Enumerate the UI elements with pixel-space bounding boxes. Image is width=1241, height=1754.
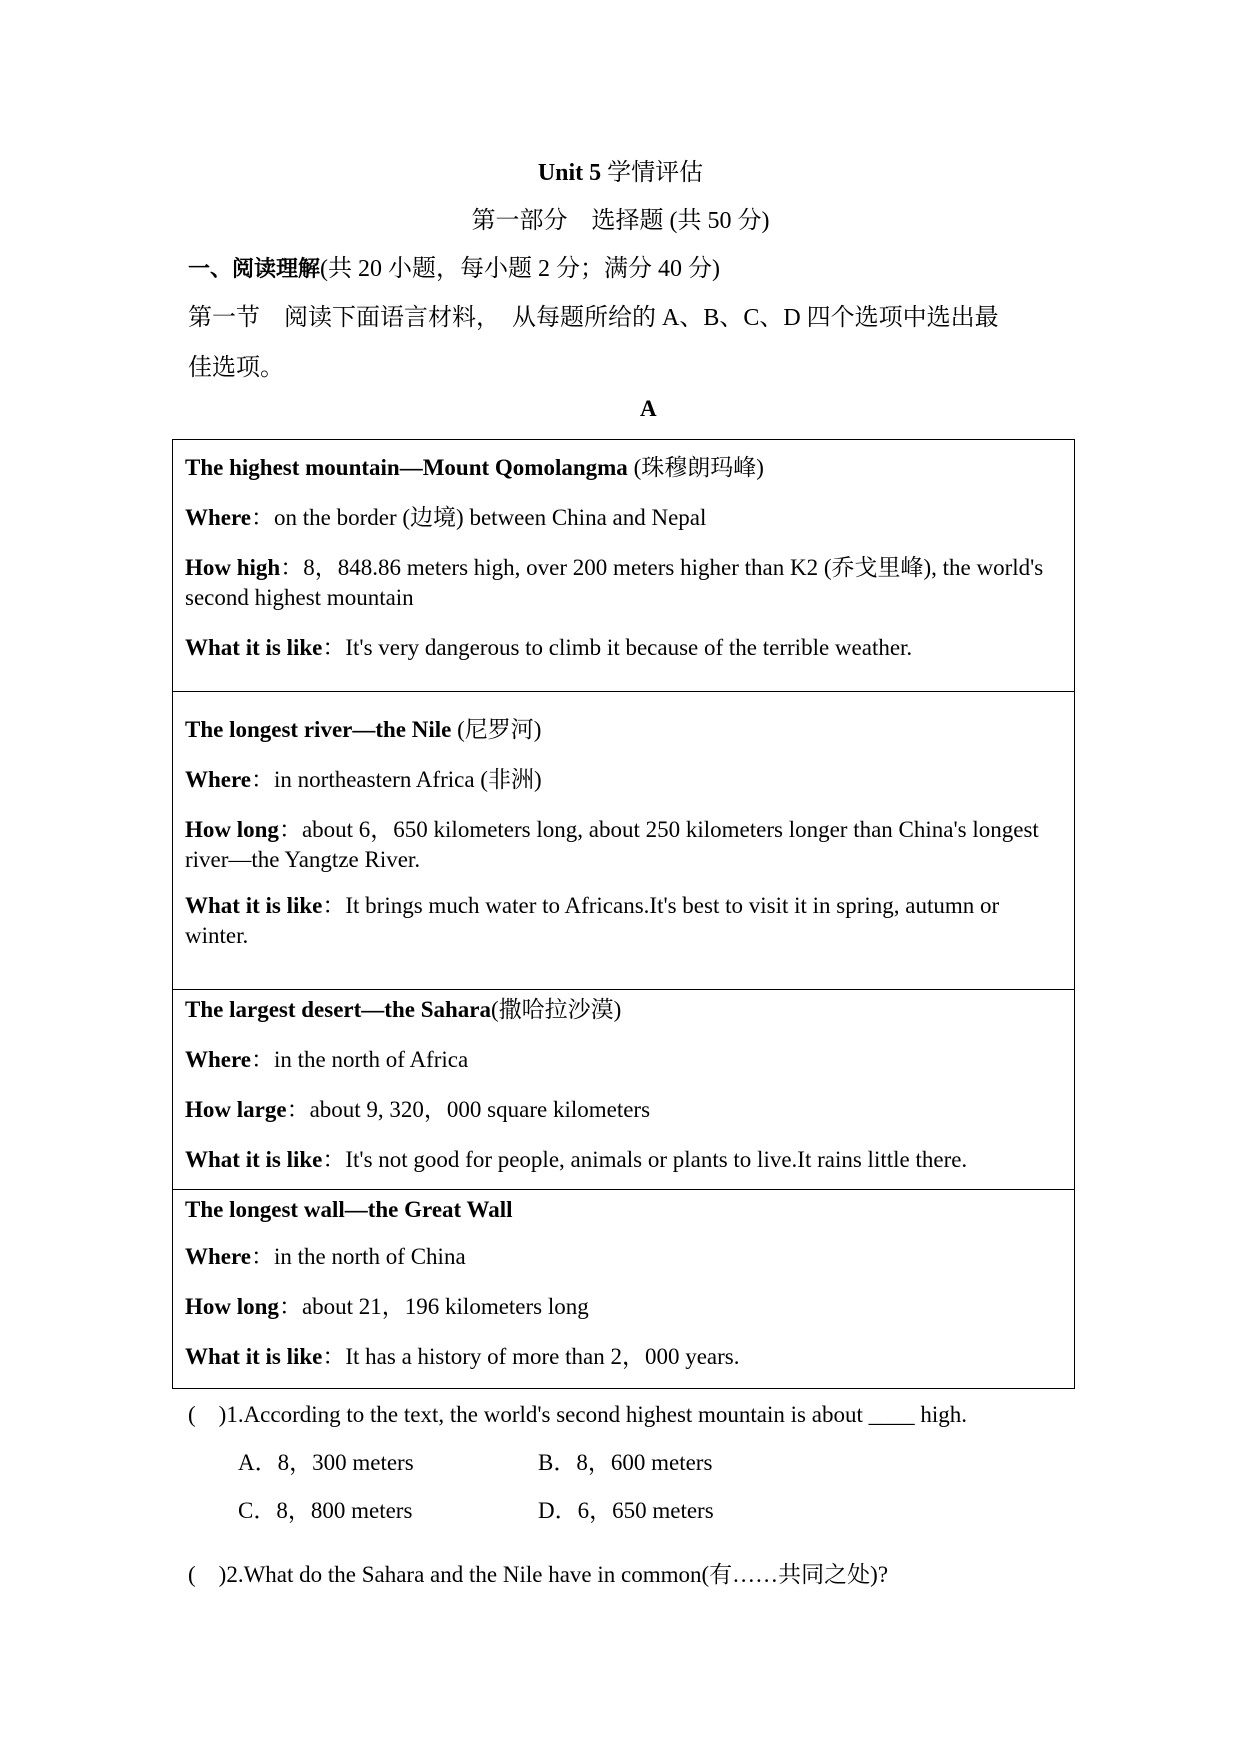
question-1-option-d[interactable]: D．6，650 meters	[538, 1498, 714, 1523]
question-1-option-a[interactable]: A．8，300 meters	[238, 1450, 414, 1475]
cell-title-cn: (尼罗河)	[451, 717, 542, 742]
cell-title	[185, 453, 1065, 483]
page-title	[0, 152, 1241, 187]
row-text: ：It brings much water to Africans.It's best to visit it in spring, autumn or winter.	[185, 893, 1000, 948]
cell-row	[185, 1292, 1065, 1322]
cell-row	[185, 1145, 1065, 1175]
row-text: ：about 21，196 kilometers long	[278, 1294, 589, 1319]
info-table	[172, 439, 1075, 1389]
table-cell-river	[173, 692, 1074, 990]
question-1-stem: ( )1.According to the text, the world's second highest mountain is about ____ high.	[188, 1402, 967, 1427]
row-label: Where	[185, 1047, 252, 1072]
question-1-option-b[interactable]: B．8，600 meters	[538, 1450, 713, 1475]
row-text: ：It's not good for people, animals or plants to live.It rains little there.	[322, 1147, 968, 1172]
title-suffix: 学情评估	[601, 160, 704, 186]
cell-row	[185, 1045, 1065, 1075]
row-label: How high	[185, 555, 281, 580]
instruction-line-1: 第一节 阅读下面语言材料， 从每题所给的 A、B、C、D 四个选项中选出最	[188, 305, 999, 331]
cell-title-bold: The longest river—the Nile	[185, 717, 452, 742]
cell-row	[185, 553, 1065, 613]
cell-title-cn: (撒哈拉沙漠)	[491, 997, 622, 1022]
cell-row	[185, 765, 1065, 795]
row-text: ：about 9, 320，000 square kilometers	[286, 1097, 651, 1122]
question-2-stem: ( )2.What do the Sahara and the Nile have in common(有……共同之处)?	[188, 1562, 889, 1587]
table-cell-desert	[173, 990, 1074, 1190]
row-label: What it is like	[185, 1147, 323, 1172]
cell-title	[185, 995, 1065, 1025]
instruction-line-2: 佳选项。	[188, 355, 284, 381]
table-cell-wall	[173, 1190, 1074, 1390]
row-label: What it is like	[185, 1344, 323, 1369]
section-heading	[188, 248, 720, 283]
cell-row	[185, 633, 1065, 663]
row-text: ：It's very dangerous to climb it because of the terrible weather.	[322, 635, 913, 660]
cell-row	[185, 815, 1065, 875]
row-label: Where	[185, 505, 252, 530]
row-label: Where	[185, 1244, 252, 1269]
cell-title-bold: The longest wall—the Great Wall	[185, 1197, 513, 1222]
row-label: How large	[185, 1097, 287, 1122]
table-cell-mountain	[173, 440, 1074, 692]
row-text: ：It has a history of more than 2，000 years.	[322, 1344, 740, 1369]
row-label: How long	[185, 817, 279, 842]
row-text: ：8，848.86 meters high, over 200 meters higher than K2 (乔戈里峰), the world's second highest mountain	[185, 555, 1044, 610]
cell-title-cn: (珠穆朗玛峰)	[627, 455, 764, 480]
cell-row	[185, 891, 1065, 951]
question-1-option-c[interactable]: C．8，800 meters	[238, 1498, 413, 1523]
row-text: ：on the border (边境) between China and Nepal	[251, 505, 707, 530]
cell-row	[185, 1342, 1065, 1372]
cell-title	[185, 1195, 1065, 1225]
passage-label: A	[640, 396, 657, 421]
row-label: Where	[185, 767, 252, 792]
cell-title-bold: The largest desert—the Sahara	[185, 997, 491, 1022]
section-heading-bold: 一、阅读理解	[188, 257, 321, 282]
row-label: What it is like	[185, 635, 323, 660]
title-unit: Unit 5	[537, 160, 602, 186]
row-label: How long	[185, 1294, 279, 1319]
section-heading-rest: (共 20 小题，每小题 2 分；满分 40 分)	[320, 256, 720, 282]
part-heading: 第一部分 选择题 (共 50 分)	[471, 208, 770, 234]
row-text: ：about 6，650 kilometers long, about 250 kilometers longer than China's longest river—the Yangtze River.	[185, 817, 1039, 872]
row-text: ：in the north of China	[251, 1244, 466, 1269]
cell-row	[185, 1242, 1065, 1272]
row-text: ：in northeastern Africa (非洲)	[251, 767, 542, 792]
row-label: What it is like	[185, 893, 323, 918]
cell-row	[185, 1095, 1065, 1125]
cell-title	[185, 715, 1065, 745]
cell-title-bold: The highest mountain—Mount Qomolangma	[185, 455, 628, 480]
row-text: ：in the north of Africa	[251, 1047, 469, 1072]
cell-row	[185, 503, 1065, 533]
